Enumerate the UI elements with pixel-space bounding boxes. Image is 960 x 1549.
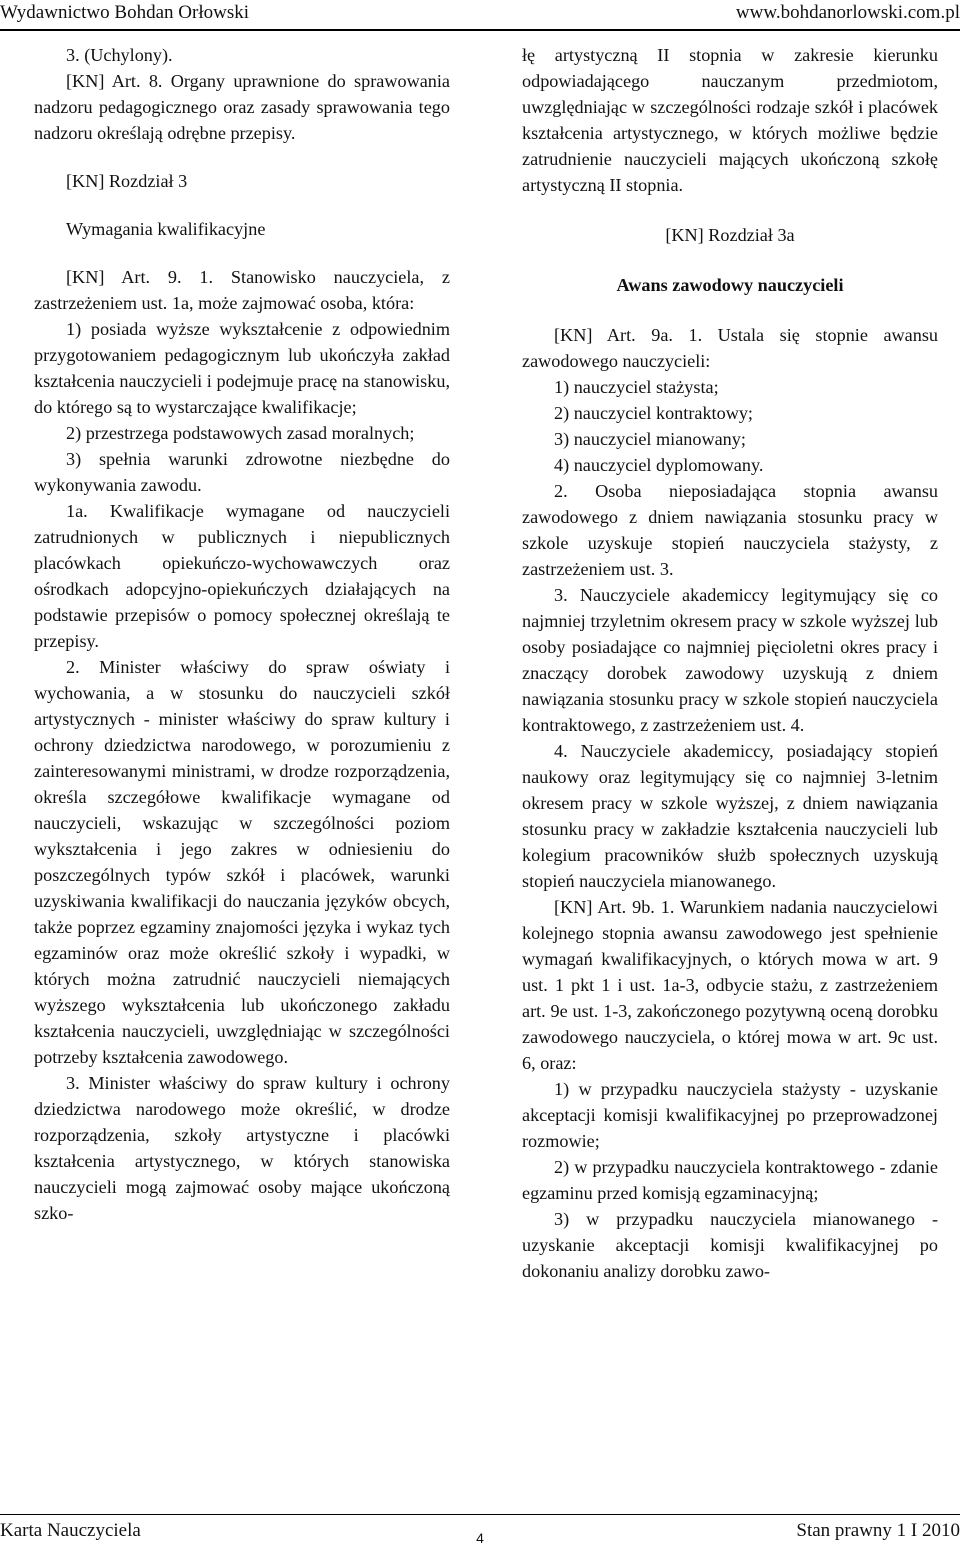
footer-rule <box>0 1514 960 1515</box>
page-header <box>0 0 960 31</box>
publisher-name: Wydawnictwo Bohdan Orłowski <box>0 2 249 23</box>
chapter-title: Awans zawodowy nauczycieli <box>616 275 844 295</box>
chapter-heading: [KN] Rozdział 3a <box>665 225 795 245</box>
paragraph: 4. Nauczyciele akademiccy, posiadający stopień naukowy oraz legitymujący się co najmniej 3-letnim okresem pracy w szkole wyższej, z dniem nawiązania stosunku pracy w zakładzie kształcenia nauczycieli lub kolegium pracowników służb społecznych uzyskują stopień nauczyciela mianowanego. <box>522 741 938 891</box>
paragraph: 3. (Uchylony). <box>66 45 173 65</box>
paragraph: 2) przestrzega podstawowych zasad moralnych; <box>66 423 415 443</box>
chapter-heading: [KN] Rozdział 3 <box>66 171 188 191</box>
publisher-url[interactable]: www.bohdanorlowski.com.pl <box>735 2 960 23</box>
paragraph: 3) w przypadku nauczyciela mianowanego - uzyskanie akceptacji komisji kwalifikacyjnej po dokonaniu analizy dorobku zawo- <box>522 1209 938 1281</box>
paragraph: 1) posiada wyższe wykształcenie z odpowiednim przygotowaniem pedagogicznym lub ukończyła zakład kształcenia nauczycieli i podejmuje pracę na stanowisku, do którego są to wystarczające kwalifikacje; <box>34 319 450 417</box>
paragraph: łę artystyczną II stopnia w zakresie kierunku odpowiadającego nauczanym przedmiotom, uwzględniając w szczególności rodzaje szkół i placówek kształcenia artystycznego, w których możliwe będzie zatrudnienie nauczycieli mających ukończoną szkołę artystyczną II stopnia. <box>522 45 938 195</box>
paragraph: [KN] Art. 9a. 1. Ustala się stopnie awansu zawodowego nauczycieli: <box>522 325 938 371</box>
paragraph: 3. Minister właściwy do spraw kultury i ochrony dziedzictwa narodowego może określić, w drodze rozporządzenia, szkoły artystyczne i placówki kształcenia artystycznego, w których stanowiska nauczycieli mogą zajmować osoby mające ukończoną szko- <box>34 1073 450 1223</box>
paragraph: 3. Nauczyciele akademiccy legitymujący się co najmniej trzyletnim okresem pracy w szkole wyższej lub osoby posiadające co najmniej pięcioletni okres pracy i znaczący dorobek zawodowy uzyskują z dniem nawiązania stosunku pracy w szkole stopień nauczyciela kontraktowego, z zastrzeżeniem ust. 4. <box>522 585 938 735</box>
paragraph: 1a. Kwalifikacje wymagane od nauczycieli zatrudnionych w publicznych i niepublicznych placówkach opiekuńczo-wychowawczych oraz ośrodkach adopcyjno-opiekuńczych działających na podstawie przepisów o pomocy społecznej określają te przepisy. <box>34 501 450 651</box>
paragraph: [KN] Art. 9. 1. Stanowisko nauczyciela, z zastrzeżeniem ust. 1a, może zajmować osoba, która: <box>34 267 450 313</box>
paragraph: 1) w przypadku nauczyciela stażysty - uzyskanie akceptacji komisji kwalifikacyjnej po przeprowadzonej rozmowie; <box>522 1079 938 1151</box>
paragraph: 2) w przypadku nauczyciela kontraktowego - zdanie egzaminu przed komisją egzaminacyjną; <box>522 1157 938 1203</box>
paragraph: 2. Osoba nieposiadająca stopnia awansu zawodowego z dniem nawiązania stosunku pracy w szkole uzyskuje stopień nauczyciela stażysty, z zastrzeżeniem ust. 3. <box>522 481 938 579</box>
legal-status: Stan prawny 1 I 2010 <box>796 1520 960 1541</box>
page-footer <box>0 1504 960 1549</box>
list-item: 3) nauczyciel mianowany; <box>554 429 746 449</box>
right-column <box>522 42 938 1284</box>
paragraph: [KN] Art. 8. Organy uprawnione do sprawowania nadzoru pedagogicznego oraz zasady sprawowania tego nadzoru określają odrębne przepisy. <box>34 71 450 143</box>
document-title: Karta Nauczyciela <box>0 1520 141 1541</box>
list-item: 2) nauczyciel kontraktowy; <box>554 403 753 423</box>
paragraph: 3) spełnia warunki zdrowotne niezbędne do wykonywania zawodu. <box>34 449 450 495</box>
header-rule <box>0 29 960 31</box>
chapter-title: Wymagania kwalifikacyjne <box>66 219 266 239</box>
paragraph: [KN] Art. 9b. 1. Warunkiem nadania nauczycielowi kolejnego stopnia awansu zawodowego jest spełnienie wymagań kwalifikacyjnych, o których mowa w art. 9 ust. 1 pkt 1 i ust. 1a-3, odbycie stażu, z zastrzeżeniem art. 9e ust. 1-3, zakończonego pozytywną oceną dorobku zawodowego nauczyciela, o której mowa w art. 9c ust. 6, oraz: <box>522 897 938 1073</box>
list-item: 4) nauczyciel dyplomowany. <box>554 455 764 475</box>
list-item: 1) nauczyciel stażysta; <box>554 377 719 397</box>
paragraph: 2. Minister właściwy do spraw oświaty i wychowania, a w stosunku do nauczycieli szkół artystycznych - minister właściwy do spraw kultury i ochrony dziedzictwa narodowego, w porozumieniu z zainteresowanymi ministrami, w drodze rozporządzenia, określa szczegółowe kwalifikacje wymagane od nauczycieli, wskazując w szczególności poziom wykształcenia i jego zakres w odniesieniu do poszczególnych typów szkół i placówek, warunki uzyskiwania kwalifikacji do nauczania języków obcych, także poprzez egzaminy znajomości języka i wykaz tych egzaminów oraz może określić szkoły i wypadki, w których można zatrudnić nauczycieli niemających wyższego wykształcenia lub ukończonego zakładu kształcenia nauczycieli, uwzględniając w szczególności potrzeby kształcenia zawodowego. <box>34 657 450 1067</box>
page-number: 4 <box>476 1530 484 1546</box>
left-column <box>34 42 450 1226</box>
